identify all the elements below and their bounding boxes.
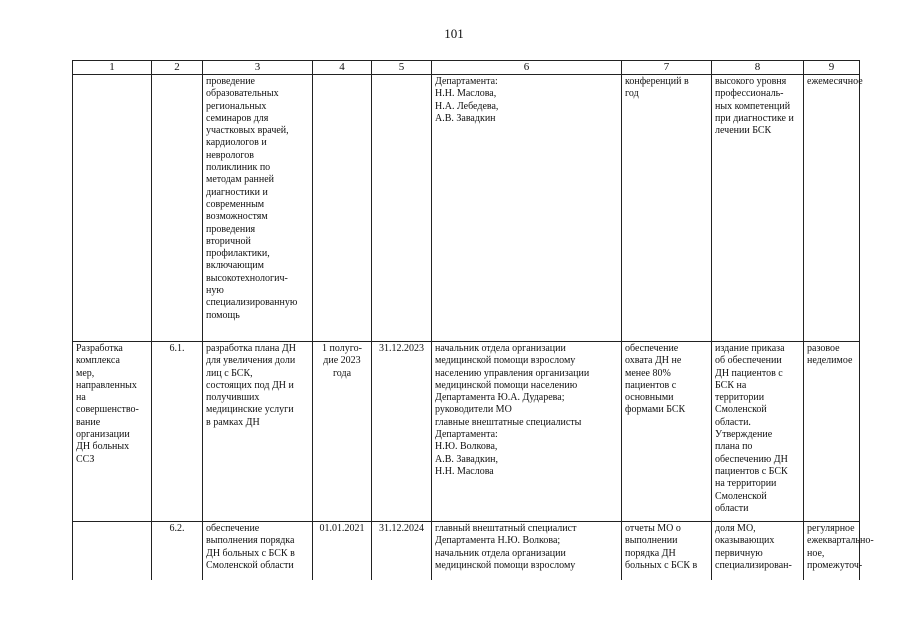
header-cell: 8 (712, 61, 804, 75)
frequency-cell: регулярное ежеквартально- ное, промежуточ- (804, 522, 860, 580)
goal-cell: Разработка комплекса мер, направленных на совершенство- вание организации ДН больных ССЗ (73, 342, 152, 522)
page-number: 101 (444, 26, 464, 41)
goal-cell (73, 522, 152, 580)
header-row (73, 61, 860, 75)
header-cell: 4 (313, 61, 372, 75)
result-cell: доля МО, оказывающих первичную специализирован- (712, 522, 804, 580)
header-cell: 5 (372, 61, 432, 75)
responsible-cell: начальник отдела организации медицинской помощи взрослому населению управления организации медицинской помощи населению Департамента Ю.А. Дударева; руководители МО главные внештатные специалисты Департамента: Н.Ю. Волкова, А.В. Завадкин, Н.Н. Маслова (432, 342, 622, 522)
item-number-cell: 6.2. (152, 522, 203, 580)
start-date-cell: 01.01.2021 (313, 522, 372, 580)
end-date-cell: 31.12.2023 (372, 342, 432, 522)
item-number-cell: 6.1. (152, 342, 203, 522)
frequency-cell: разовое неделимое (804, 342, 860, 522)
start-date-cell (313, 75, 372, 342)
header-cell: 7 (622, 61, 712, 75)
responsible-cell: Департамента: Н.Н. Маслова, Н.А. Лебедева, А.В. Завадкин (432, 75, 622, 342)
table-row (73, 522, 860, 580)
item-number-cell (152, 75, 203, 342)
result-cell: высокого уровня профессиональ- ных компетенций при диагностике и лечении БСК (712, 75, 804, 342)
header-cell: 2 (152, 61, 203, 75)
table-row (73, 342, 860, 522)
header-cell: 9 (804, 61, 860, 75)
activity-cell: обеспечение выполнения порядка ДН больных с БСК в Смоленской области (203, 522, 313, 580)
header-cell: 1 (73, 61, 152, 75)
indicator-cell: конференций в год (622, 75, 712, 342)
start-date-cell: 1 полуго- дие 2023 года (313, 342, 372, 522)
header-cell: 3 (203, 61, 313, 75)
responsible-cell: главный внештатный специалист Департамента Н.Ю. Волкова; начальник отдела организации медицинской помощи взрослому (432, 522, 622, 580)
indicator-cell: обеспечение охвата ДН не менее 80% пациентов с основными формами БСК (622, 342, 712, 522)
frequency-cell: ежемесячное (804, 75, 860, 342)
result-cell: издание приказа об обеспечении ДН пациентов с БСК на территории Смоленской области. Утверждение плана по обеспечению ДН пациентов с БСК на территории Смоленской области (712, 342, 804, 522)
end-date-cell (372, 75, 432, 342)
table-row (73, 75, 860, 342)
activity-cell: проведение образовательных региональных семинаров для участковых врачей, кардиологов и неврологов поликлиник по методам ранней диагностики и современным возможностям проведения вторичной профилактики, включающим высокотехнологич- ную специализированную помощь (203, 75, 313, 342)
goal-cell (73, 75, 152, 342)
header-cell: 6 (432, 61, 622, 75)
activity-cell: разработка плана ДН для увеличения доли лиц с БСК, состоящих под ДН и получивших медицинские услуги в рамках ДН (203, 342, 313, 522)
end-date-cell: 31.12.2024 (372, 522, 432, 580)
indicator-cell: отчеты МО о выполнении порядка ДН больных с БСК в (622, 522, 712, 580)
action-plan-table (72, 60, 874, 580)
